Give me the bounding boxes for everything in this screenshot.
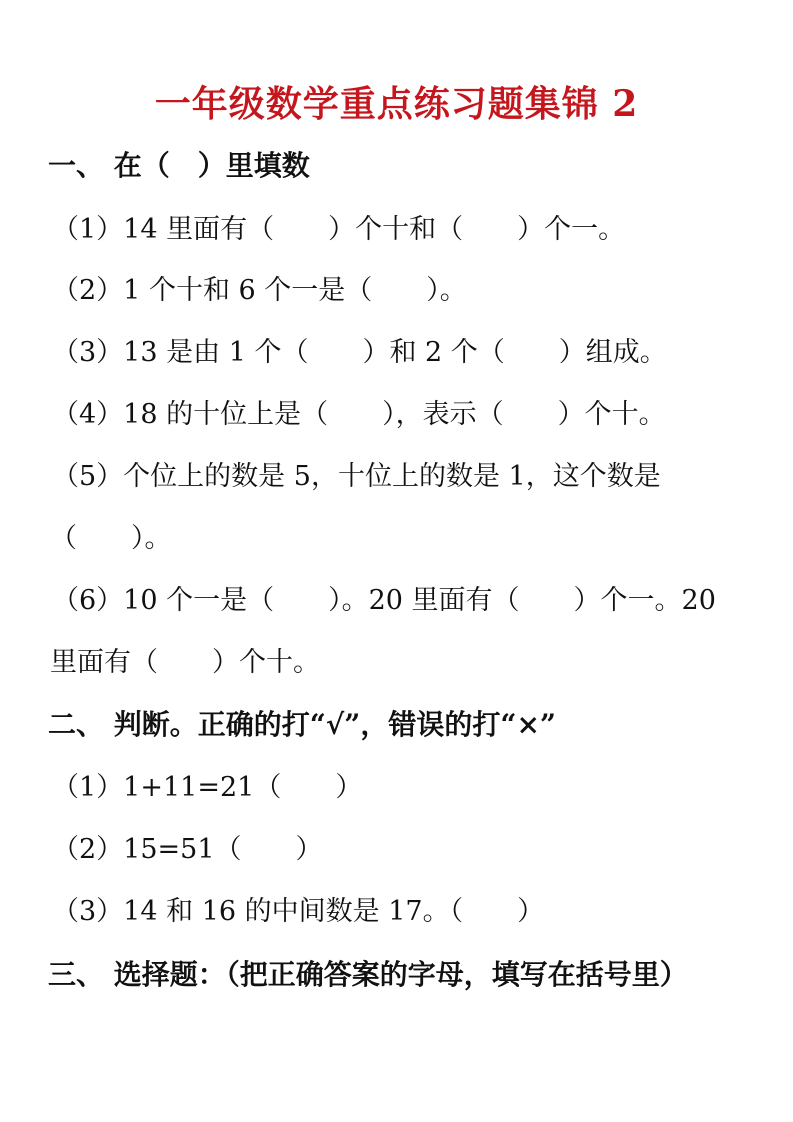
section-2-question-2: （2）15=51（ ） <box>52 834 323 865</box>
section-2-question-1: （1）1+11=21（ ） <box>52 772 363 803</box>
section-1-question-2: （2）1 个十和 6 个一是（ ）。 <box>52 275 467 306</box>
section-1-question-1: （1）14 里面有（ ）个十和（ ）个一。 <box>52 214 626 245</box>
page-title: 一年级数学重点练习题集锦 2 <box>154 83 639 125</box>
section-2-heading: 二、 判断。正确的打“√”，错误的打“×” <box>48 708 557 741</box>
section-2-question-3: （3）14 和 16 的中间数是 17。（ ） <box>52 896 545 927</box>
section-1-question-4: （4）18 的十位上是（ ），表示（ ）个十。 <box>52 399 666 430</box>
section-1-question-3: （3）13 是由 1 个（ ）和 2 个（ ）组成。 <box>52 337 667 368</box>
section-1-question-6: （6）10 个一是（ ）。20 里面有（ ）个一。20 <box>52 585 716 616</box>
section-3-heading: 三、 选择题：（把正确答案的字母，填写在括号里） <box>48 958 688 991</box>
section-1-question-6-continued: 里面有（ ）个十。 <box>50 647 320 678</box>
section-1-question-5-continued: （ ）。 <box>50 523 172 554</box>
section-1-heading: 一、 在（ ）里填数 <box>48 149 310 182</box>
section-1-question-5: （5）个位上的数是 5，十位上的数是 1，这个数是 <box>52 461 661 492</box>
